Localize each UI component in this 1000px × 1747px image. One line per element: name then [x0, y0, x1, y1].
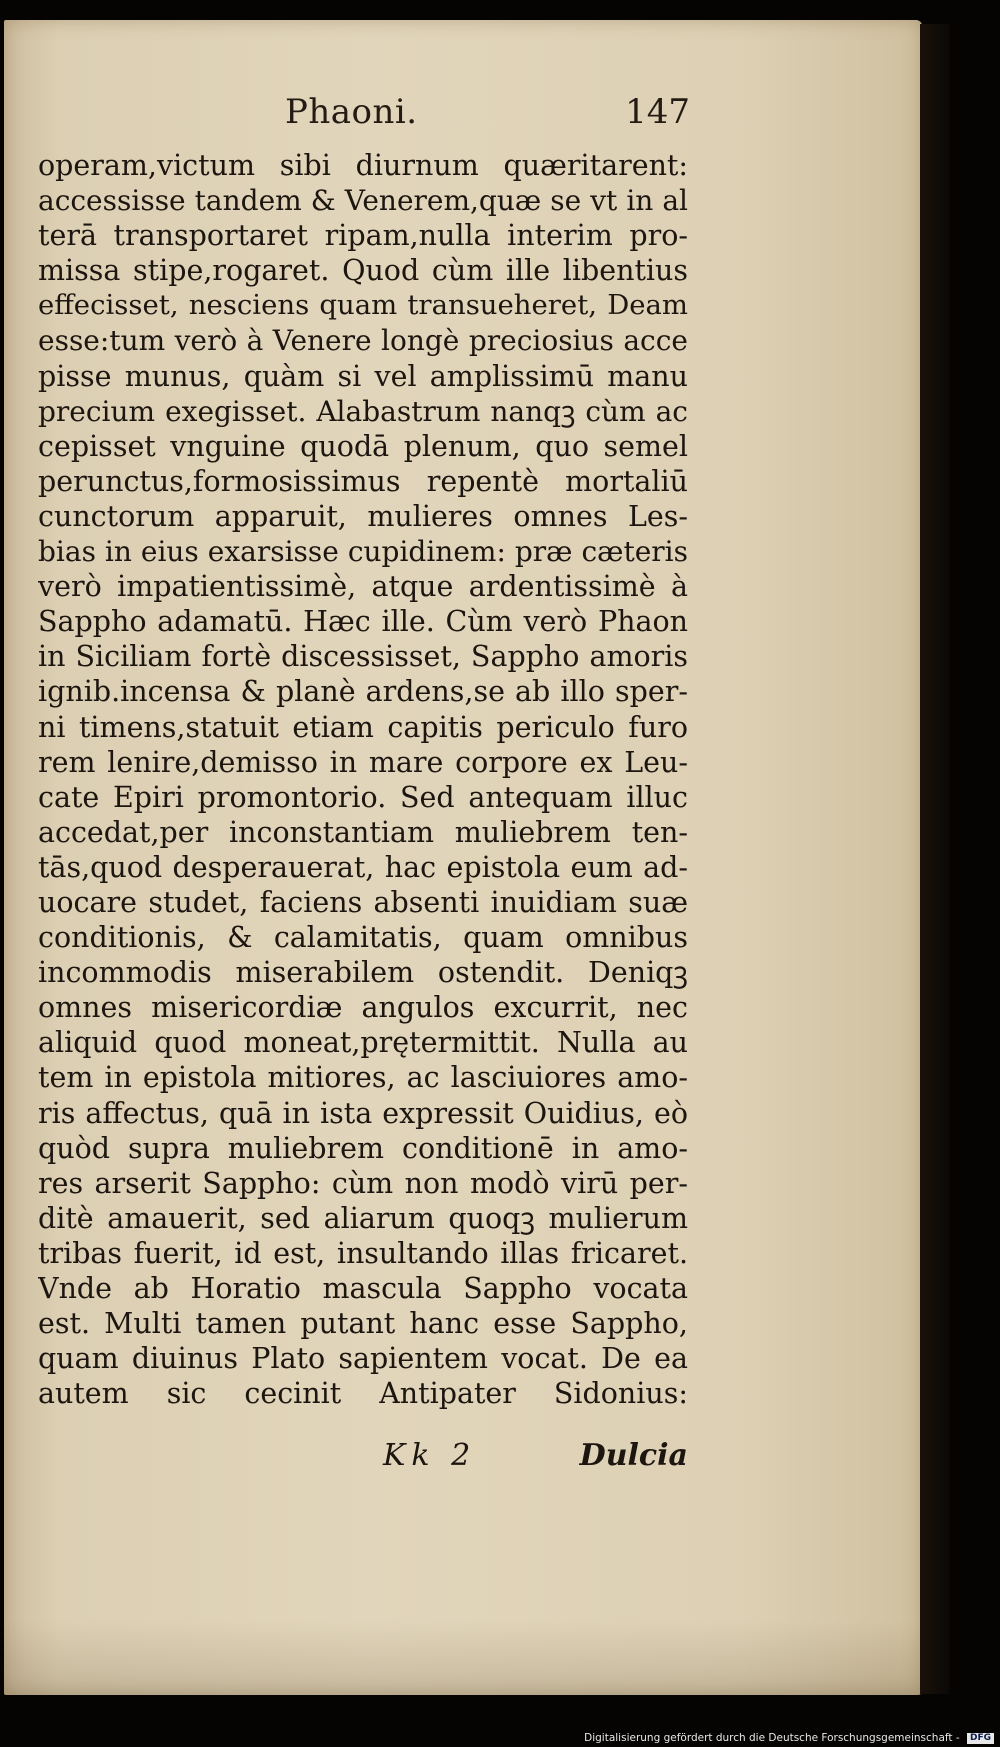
text-line: missa stipe,rogaret. Quod cùm ille libentius [38, 254, 688, 288]
text-line: quam diuinus Plato sapientem vocat. De ea [38, 1342, 688, 1376]
text-line: esse:tum verò à Venere longè preciosius acce [38, 324, 688, 358]
text-line: aliquid quod moneat,prętermittit. Nulla au [38, 1026, 688, 1060]
text-line: conditionis, & calamitatis, quam omnibus [38, 921, 688, 955]
text-line: tās,quod desperauerat, hac epistola eum ad- [38, 850, 688, 884]
page-number: 147 [625, 92, 690, 132]
text-line: tem in epistola mitiores, ac lasciuiores amo- [38, 1061, 688, 1095]
text-line: terā transportaret ripam,nulla interim pro- [38, 219, 688, 253]
digitization-credit [584, 1732, 994, 1744]
dfg-logo: DFG [967, 1733, 994, 1744]
text-line: uocare studet, faciens absenti inuidiam suæ [38, 885, 688, 919]
text-line: accedat,per inconstantiam muliebrem ten- [38, 815, 688, 849]
text-line: perunctus,formosissimus repentè mortaliū [38, 464, 688, 498]
text-line: ni timens,statuit etiam capitis periculo furo [38, 710, 688, 744]
text-line: verò impatientissimè, atque ardentissimè à [38, 570, 688, 604]
text-line: accessisse tandem & Venerem,quæ se vt in al [38, 184, 688, 218]
text-line: operam,victum sibi diurnum quæritarent: [38, 149, 688, 182]
text-line: effecisset, nesciens quam transueheret, Deam [38, 289, 688, 322]
text-line: rem lenire,demisso in mare corpore ex Leu- [38, 745, 688, 779]
catchword: Dulcia [579, 1438, 688, 1473]
text-line: bias in eius exarsisse cupidinem: præ cæteris [38, 535, 688, 569]
text-line: autem sic cecinit Antipater Sidonius: [38, 1377, 688, 1411]
text-line: cunctorum apparuit, mulieres omnes Les- [38, 499, 688, 533]
credit-text: Digitalisierung gefördert durch die Deutsche Forschungsgemeinschaft - [584, 1732, 960, 1744]
signature-mark: Kk 2 [383, 1438, 477, 1473]
running-head: Phaoni. [285, 92, 418, 132]
text-line: res arserit Sappho: cùm non modò virū per- [38, 1166, 688, 1200]
text-line: precium exegisset. Alabastrum nanqꝫ cùm ac [38, 394, 688, 428]
text-line: Sappho adamatū. Hæc ille. Cùm verò Phaon [38, 605, 688, 639]
text-line: ignib.incensa & planè ardens,se ab illo sper- [38, 675, 688, 709]
text-line: incommodis miserabilem ostendit. Deniqꝫ [38, 956, 688, 990]
text-line: Vnde ab Horatio mascula Sappho vocata [38, 1272, 688, 1305]
text-line: in Siciliam fortè discessisset, Sappho amoris [38, 640, 688, 674]
text-line: ris affectus, quā in ista expressit Ouidius, eò [38, 1096, 688, 1130]
body-text [38, 148, 688, 1411]
text-line: ditè amauerit, sed aliarum quoqꝫ mulierum [38, 1201, 688, 1235]
text-line: tribas fuerit, id est, insultando illas fricaret. [38, 1236, 688, 1270]
page-edge [920, 24, 950, 1694]
text-line: quòd supra muliebrem conditionē in amo- [38, 1131, 688, 1165]
text-line: cate Epiri promontorio. Sed antequam illuc [38, 780, 688, 814]
text-line: est. Multi tamen putant hanc esse Sappho, [38, 1307, 688, 1341]
page-header [40, 92, 690, 142]
text-line: omnes misericordiæ angulos excurrit, nec [38, 991, 688, 1025]
text-line: pisse munus, quàm si vel amplissimū manu [38, 359, 688, 393]
page-footer [38, 1438, 688, 1482]
text-line: cepisset vnguine quodā plenum, quo semel [38, 429, 688, 463]
